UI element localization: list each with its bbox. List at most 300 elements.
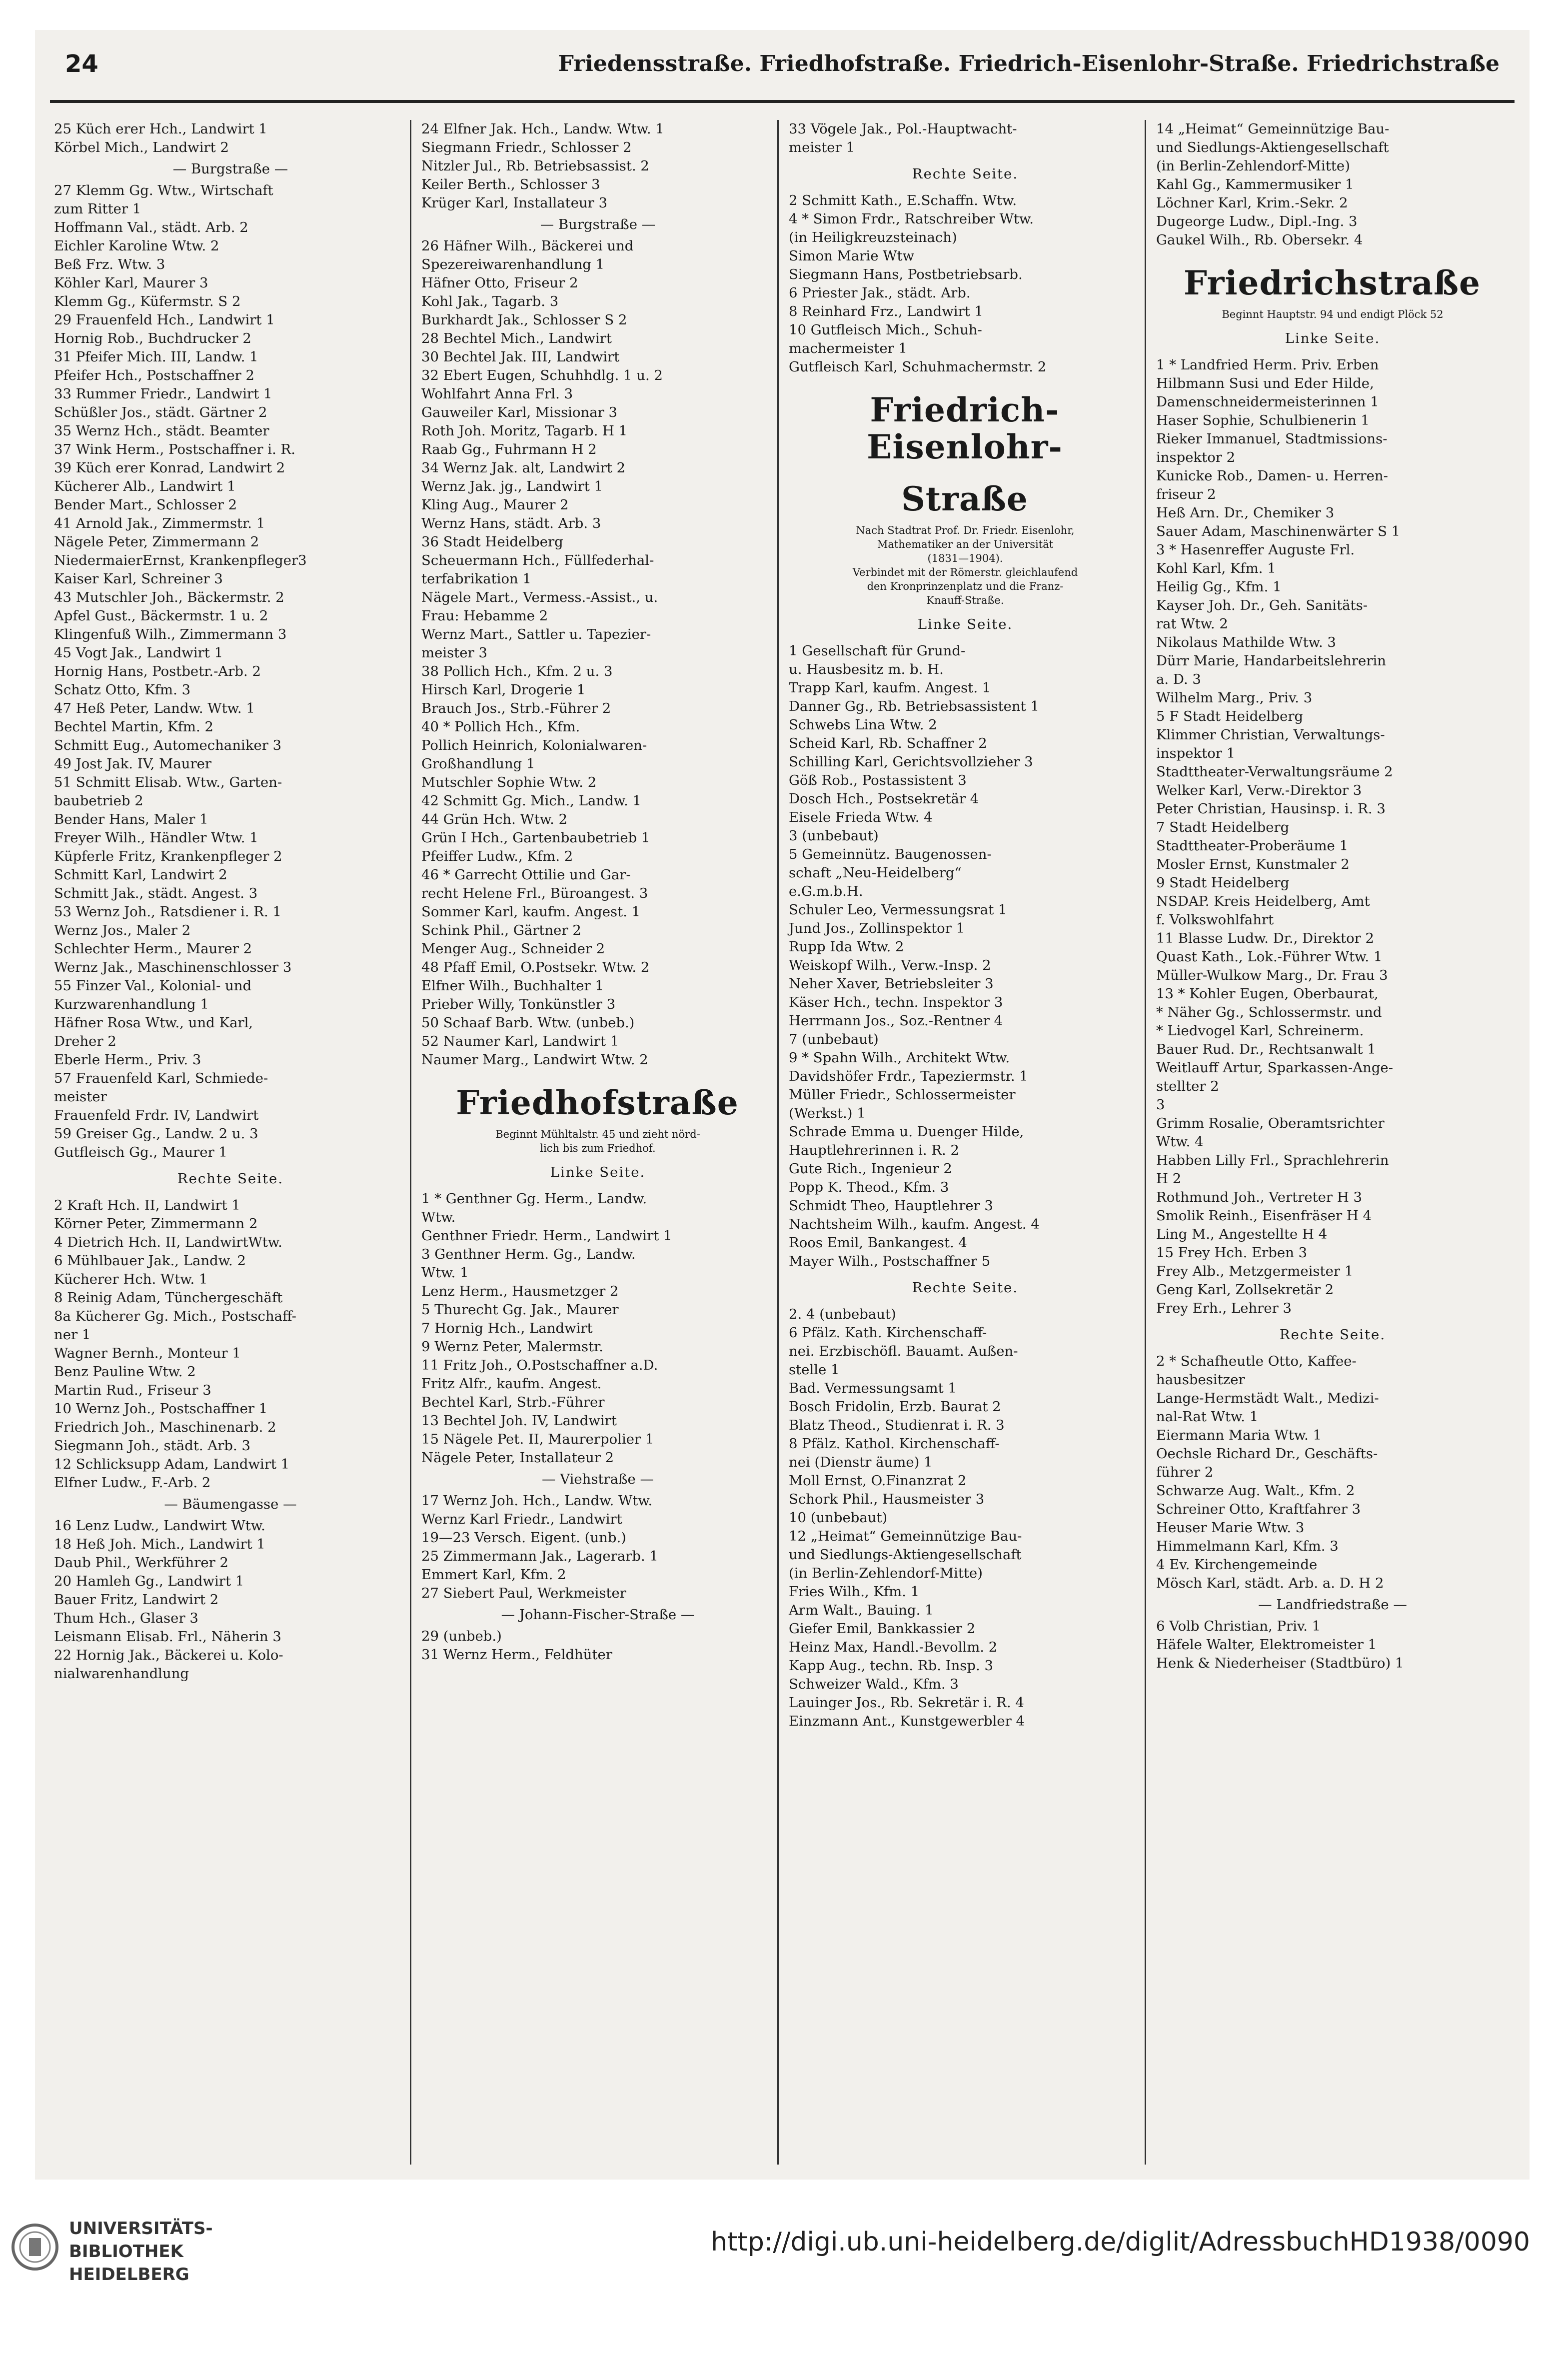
directory-entry: Rieker Immanuel, Stadtmissions- xyxy=(1156,431,1388,447)
directory-entry: rat Wtw. 2 xyxy=(1156,616,1228,632)
directory-entry: Schwarze Aug. Walt., Kfm. 2 xyxy=(1156,1483,1355,1499)
directory-entry: Arm Walt., Bauing. 1 xyxy=(789,1602,934,1618)
directory-entry: Sommer Karl, kaufm. Angest. 1 xyxy=(421,904,641,920)
directory-entry: Nikolaus Mathilde Wtw. 3 xyxy=(1156,634,1336,650)
directory-entry: baubetrieb 2 xyxy=(54,793,143,809)
street-description: Mathematiker an der Universität xyxy=(877,538,1054,550)
directory-entry: Eiermann Maria Wtw. 1 xyxy=(1156,1427,1322,1443)
directory-entry: 9 * Spahn Wilh., Architekt Wtw. xyxy=(789,1050,1010,1066)
directory-entry: 3 * Hasenreffer Auguste Frl. xyxy=(1156,542,1355,558)
directory-entry: Mosler Ernst, Kunstmaler 2 xyxy=(1156,856,1350,872)
directory-entry: Hilbmann Susi und Eder Hilde, xyxy=(1156,375,1374,391)
directory-entry: 37 Wink Herm., Postschaffner i. R. xyxy=(54,441,295,457)
directory-entry: 5 Thurecht Gg. Jak., Maurer xyxy=(421,1302,619,1318)
directory-entry: Siegmann Friedr., Schlosser 2 xyxy=(421,139,632,155)
directory-entry: 6 Pfälz. Kath. Kirchenschaff- xyxy=(789,1325,987,1341)
directory-entry: meister 3 xyxy=(421,645,487,661)
directory-entry: Göß Rob., Postassistent 3 xyxy=(789,772,967,788)
directory-entry: 53 Wernz Joh., Ratsdiener i. R. 1 xyxy=(54,904,282,920)
directory-entry: Mösch Karl, städt. Arb. a. D. H 2 xyxy=(1156,1575,1384,1591)
directory-entry: Körbel Mich., Landwirt 2 xyxy=(54,139,229,155)
directory-entry: 8 Reinig Adam, Tünchergeschäft xyxy=(54,1290,283,1306)
directory-entry: 18 Heß Joh. Mich., Landwirt 1 xyxy=(54,1536,265,1552)
directory-entry: meister 1 xyxy=(789,139,855,155)
directory-entry: Daub Phil., Werkführer 2 xyxy=(54,1555,229,1571)
directory-entry: 3 xyxy=(1156,1097,1165,1113)
directory-entry: * Näher Gg., Schlossermstr. und xyxy=(1156,1004,1382,1020)
directory-entry: 27 Siebert Paul, Werkmeister xyxy=(421,1585,626,1601)
directory-entry: Oechsle Richard Dr., Geschäfts- xyxy=(1156,1446,1378,1462)
directory-entry: 10 Gutfleisch Mich., Schuh- xyxy=(789,322,982,338)
directory-entry: und Siedlungs-Aktiengesellschaft xyxy=(1156,139,1389,155)
directory-entry: Brauch Jos., Strb.-Führer 2 xyxy=(421,700,611,716)
directory-entry: Hauptlehrerinnen i. R. 2 xyxy=(789,1142,959,1158)
running-head: Friedensstraße. Friedhofstraße. Friedrich-Eisenlohr-Straße. Friedrichstraße xyxy=(558,51,1500,76)
directory-entry: Pfeiffer Ludw., Kfm. 2 xyxy=(421,848,573,864)
directory-entry: 51 Schmitt Elisab. Wtw., Garten- xyxy=(54,774,282,790)
directory-entry: Bechtel Karl, Strb.-Führer xyxy=(421,1394,605,1410)
directory-entry: 28 Bechtel Mich., Landwirt xyxy=(421,330,612,346)
directory-entry: Frey Alb., Metzgermeister 1 xyxy=(1156,1263,1354,1279)
directory-entry: Jund Jos., Zollinspektor 1 xyxy=(789,920,965,936)
directory-entry: Ling M., Angestellte H 4 xyxy=(1156,1226,1328,1242)
street-description: lich bis zum Friedhof. xyxy=(540,1142,656,1154)
directory-entry: 25 Zimmermann Jak., Lagerarb. 1 xyxy=(421,1548,658,1564)
directory-entry: Gutfleisch Gg., Maurer 1 xyxy=(54,1144,227,1160)
logo-line: BIBLIOTHEK xyxy=(69,2242,183,2262)
directory-entry: Gutfleisch Karl, Schuhmachermstr. 2 xyxy=(789,359,1047,375)
cross-street-marker: — Johann-Fischer-Straße — xyxy=(501,1607,695,1623)
directory-entry: Hoffmann Val., städt. Arb. 2 xyxy=(54,219,248,235)
directory-entry: nialwarenhandlung xyxy=(54,1666,189,1682)
directory-column-4 xyxy=(1152,120,1512,2165)
side-label: Rechte Seite. xyxy=(177,1171,284,1187)
directory-entry: Rothmund Joh., Vertreter H 3 xyxy=(1156,1189,1363,1205)
directory-entry: 29 (unbeb.) xyxy=(421,1628,502,1644)
directory-entry: Lauinger Jos., Rb. Sekretär i. R. 4 xyxy=(789,1695,1024,1711)
directory-entry: Nägele Mart., Vermess.-Assist., u. xyxy=(421,589,658,605)
directory-entry: Prieber Willy, Tonkünstler 3 xyxy=(421,996,616,1012)
directory-entry: 1 Gesellschaft für Grund- xyxy=(789,643,966,659)
directory-entry: friseur 2 xyxy=(1156,486,1216,502)
directory-entry: u. Hausbesitz m. b. H. xyxy=(789,661,944,677)
directory-entry: 46 * Garrecht Ottilie und Gar- xyxy=(421,867,631,883)
directory-entry: a. D. 3 xyxy=(1156,671,1201,687)
directory-entry: 33 Vögele Jak., Pol.-Hauptwacht- xyxy=(789,121,1017,137)
directory-entry: Dürr Marie, Handarbeitslehrerin xyxy=(1156,653,1386,669)
directory-entry: 26 Häfner Wilh., Bäckerei und xyxy=(421,238,634,254)
side-label: Rechte Seite. xyxy=(912,1280,1019,1296)
directory-entry: Einzmann Ant., Kunstgewerbler 4 xyxy=(789,1713,1025,1729)
directory-entry: Schmitt Jak., städt. Angest. 3 xyxy=(54,885,258,901)
directory-entry: Blatz Theod., Studienrat i. R. 3 xyxy=(789,1417,1005,1433)
directory-entry: Beß Frz. Wtw. 3 xyxy=(54,256,165,272)
directory-entry: NiedermaierErnst, Krankenpfleger3 xyxy=(54,552,307,568)
directory-entry: 4 * Simon Frdr., Ratschreiber Wtw. xyxy=(789,211,1034,227)
directory-entry: Welker Karl, Verw.-Direktor 3 xyxy=(1156,782,1362,798)
directory-entry: 3 Genthner Herm. Gg., Landw. xyxy=(421,1246,636,1262)
side-label: Rechte Seite. xyxy=(1279,1327,1386,1343)
directory-entry: 32 Ebert Eugen, Schuhhdlg. 1 u. 2 xyxy=(421,367,663,383)
directory-entry: Dreher 2 xyxy=(54,1033,116,1049)
directory-entry: Kaiser Karl, Schreiner 3 xyxy=(54,571,223,587)
directory-entry: Schuler Leo, Vermessungsrat 1 xyxy=(789,902,1007,918)
directory-entry: 45 Vogt Jak., Landwirt 1 xyxy=(54,645,223,661)
directory-entry: Scheid Karl, Rb. Schaffner 2 xyxy=(789,735,987,751)
directory-column-1 xyxy=(50,120,411,2165)
directory-entry: 40 * Pollich Hch., Kfm. xyxy=(421,719,580,735)
directory-entry: 9 Stadt Heidelberg xyxy=(1156,875,1290,891)
directory-entry: Klemm Gg., Küfermstr. S 2 xyxy=(54,293,241,309)
directory-entry: Kohl Karl, Kfm. 1 xyxy=(1156,560,1276,576)
library-logo xyxy=(10,2212,270,2302)
street-heading: Friedhofstraße xyxy=(456,1083,739,1122)
directory-entry: Roos Emil, Bankangest. 4 xyxy=(789,1235,968,1251)
directory-entry: Wilhelm Marg., Priv. 3 xyxy=(1156,690,1313,706)
directory-entry: Roth Joh. Moritz, Tagarb. H 1 xyxy=(421,423,628,439)
directory-entry: Spezereiwarenhandlung 1 xyxy=(421,256,605,272)
directory-entry: Heß Arn. Dr., Chemiker 3 xyxy=(1156,505,1335,521)
directory-entry: Popp K. Theod., Kfm. 3 xyxy=(789,1179,949,1195)
directory-entry: Hirsch Karl, Drogerie 1 xyxy=(421,682,586,698)
directory-entry: Nägele Peter, Zimmermann 2 xyxy=(54,534,259,550)
side-label: Linke Seite. xyxy=(917,616,1013,632)
directory-entry: (in Heiligkreuzsteinach) xyxy=(789,229,957,245)
directory-entry: Nitzler Jul., Rb. Betriebsassist. 2 xyxy=(421,158,649,174)
directory-entry: Peter Christian, Hausinsp. i. R. 3 xyxy=(1156,801,1386,817)
directory-entry: 13 Bechtel Joh. IV, Landwirt xyxy=(421,1413,617,1429)
directory-entry: Martin Rud., Friseur 3 xyxy=(54,1382,211,1398)
directory-entry: Mayer Wilh., Postschaffner 5 xyxy=(789,1253,991,1269)
directory-entry: Lenz Herm., Hausmetzger 2 xyxy=(421,1283,619,1299)
directory-entry: Menger Aug., Schneider 2 xyxy=(421,941,605,957)
directory-entry: Danner Gg., Rb. Betriebsassistent 1 xyxy=(789,698,1039,714)
directory-entry: Klingenfuß Wilh., Zimmermann 3 xyxy=(54,626,287,642)
directory-entry: 50 Schaaf Barb. Wtw. (unbeb.) xyxy=(421,1015,635,1031)
directory-entry: Herrmann Jos., Soz.-Rentner 4 xyxy=(789,1013,1003,1029)
directory-entry: 3 (unbebaut) xyxy=(789,828,879,844)
directory-entry: 43 Mutschler Joh., Bäckermstr. 2 xyxy=(54,589,284,605)
directory-entry: Habben Lilly Frl., Sprachlehrerin xyxy=(1156,1152,1389,1168)
directory-entry: Stadttheater-Verwaltungsräume 2 xyxy=(1156,764,1393,780)
directory-entry: H 2 xyxy=(1156,1171,1182,1187)
directory-entry: Keiler Berth., Schlosser 3 xyxy=(421,176,600,192)
directory-entry: Schmidt Theo, Hauptlehrer 3 xyxy=(789,1198,993,1214)
directory-entry: Apfel Gust., Bäckermstr. 1 u. 2 xyxy=(54,608,268,624)
directory-entry: Schrade Emma u. Duenger Hilde, xyxy=(789,1124,1024,1140)
directory-entry: Grün I Hch., Gartenbaubetrieb 1 xyxy=(421,830,650,846)
directory-entry: Davidshöfer Frdr., Tapeziermstr. 1 xyxy=(789,1068,1028,1084)
directory-entry: 25 Küch erer Hch., Landwirt 1 xyxy=(54,121,267,137)
directory-entry: Kücherer Hch. Wtw. 1 xyxy=(54,1271,208,1287)
directory-entry: Simon Marie Wtw xyxy=(789,248,915,264)
directory-entry: Benz Pauline Wtw. 2 xyxy=(54,1364,196,1380)
directory-entry: schaft „Neu-Heidelberg“ xyxy=(789,865,962,881)
directory-entry: Hornig Hans, Postbetr.-Arb. 2 xyxy=(54,663,261,679)
directory-entry: 55 Finzer Val., Kolonial- und xyxy=(54,978,252,994)
source-url-link[interactable]: http://digi.ub.uni-heidelberg.de/diglit/AdressbuchHD1938/0090 xyxy=(711,2227,1530,2257)
directory-entry: Henk & Niederheiser (Stadtbüro) 1 xyxy=(1156,1655,1404,1671)
street-heading: Straße xyxy=(901,479,1028,518)
directory-entry: 11 Fritz Joh., O.Postschaffner a.D. xyxy=(421,1357,658,1373)
directory-entry: nal-Rat Wtw. 1 xyxy=(1156,1409,1259,1425)
directory-entry: machermeister 1 xyxy=(789,340,907,356)
directory-entry: 52 Naumer Karl, Landwirt 1 xyxy=(421,1033,619,1049)
directory-entry: 15 Frey Hch. Erben 3 xyxy=(1156,1245,1308,1261)
directory-entry: Wernz Jos., Maler 2 xyxy=(54,922,191,938)
directory-entry: Wohlfahrt Anna Frl. 3 xyxy=(421,386,573,402)
directory-entry: Himmelmann Karl, Kfm. 3 xyxy=(1156,1538,1339,1554)
side-label: Linke Seite. xyxy=(550,1164,646,1180)
directory-entry: Dugeorge Ludw., Dipl.-Ing. 3 xyxy=(1156,213,1358,229)
directory-entry: 4 Dietrich Hch. II, LandwirtWtw. xyxy=(54,1234,282,1250)
street-description: (1831—1904). xyxy=(927,552,1003,564)
directory-entry: f. Volkswohlfahrt xyxy=(1156,912,1274,928)
directory-entry: 31 Wernz Herm., Feldhüter xyxy=(421,1647,612,1663)
directory-entry: Häfele Walter, Elektromeister 1 xyxy=(1156,1637,1377,1653)
directory-entry: Damenschneidermeisterinnen 1 xyxy=(1156,394,1379,410)
directory-entry: Gute Rich., Ingenieur 2 xyxy=(789,1161,952,1177)
directory-entry: 59 Greiser Gg., Landw. 2 u. 3 xyxy=(54,1126,258,1142)
directory-entry: Stadttheater-Proberäume 1 xyxy=(1156,838,1349,854)
directory-entry: 1 * Landfried Herm. Priv. Erben xyxy=(1156,357,1379,373)
directory-entry: Neher Xaver, Betriebsleiter 3 xyxy=(789,976,994,992)
directory-entry: Schwebs Lina Wtw. 2 xyxy=(789,717,937,733)
directory-entry: Wernz Karl Friedr., Landwirt xyxy=(421,1511,622,1527)
directory-entry: 33 Rummer Friedr., Landwirt 1 xyxy=(54,386,272,402)
directory-entry: Raab Gg., Fuhrmann H 2 xyxy=(421,441,597,457)
directory-entry: Burkhardt Jak., Schlosser S 2 xyxy=(421,312,627,328)
directory-entry: Schreiner Otto, Kraftfahrer 3 xyxy=(1156,1501,1361,1517)
directory-entry: 13 * Kohler Eugen, Oberbaurat, xyxy=(1156,986,1379,1002)
directory-entry: Schüßler Jos., städt. Gärtner 2 xyxy=(54,404,267,420)
directory-entry: (Werkst.) 1 xyxy=(789,1105,866,1121)
directory-entry: 16 Lenz Ludw., Landwirt Wtw. xyxy=(54,1518,265,1534)
street-heading: Friedrich-Eisenlohr- xyxy=(867,390,1063,466)
directory-entry: Leismann Elisab. Frl., Näherin 3 xyxy=(54,1629,281,1645)
directory-entry: 5 Gemeinnütz. Baugenossen- xyxy=(789,846,992,862)
directory-entry: 8 Pfälz. Kathol. Kirchenschaff- xyxy=(789,1436,1000,1452)
directory-entry: Heilig Gg., Kfm. 1 xyxy=(1156,579,1282,595)
directory-entry: 2 Kraft Hch. II, Landwirt 1 xyxy=(54,1197,240,1213)
directory-entry: 44 Grün Hch. Wtw. 2 xyxy=(421,811,568,827)
directory-entry: nei (Dienstr äume) 1 xyxy=(789,1454,933,1470)
directory-entry: 27 Klemm Gg. Wtw., Wirtschaft xyxy=(54,182,273,198)
directory-column-2 xyxy=(417,120,779,2165)
directory-entry: 2. 4 (unbebaut) xyxy=(789,1306,896,1322)
directory-entry: 41 Arnold Jak., Zimmermstr. 1 xyxy=(54,515,265,531)
directory-entry: Schilling Karl, Gerichtsvollzieher 3 xyxy=(789,754,1033,770)
directory-entry: Kurzwarenhandlung 1 xyxy=(54,996,209,1012)
directory-entry: inspektor 1 xyxy=(1156,745,1236,761)
directory-entry: terfabrikation 1 xyxy=(421,571,531,587)
directory-entry: 6 Mühlbauer Jak., Landw. 2 xyxy=(54,1253,246,1269)
directory-entry: Fries Wilh., Kfm. 1 xyxy=(789,1584,920,1600)
directory-entry: Schatz Otto, Kfm. 3 xyxy=(54,682,191,698)
directory-entry: Elfner Ludw., F.-Arb. 2 xyxy=(54,1475,211,1491)
directory-entry: Rupp Ida Wtw. 2 xyxy=(789,939,904,955)
directory-entry: 9 Wernz Peter, Malermstr. xyxy=(421,1339,603,1355)
directory-entry: Bechtel Martin, Kfm. 2 xyxy=(54,719,213,735)
directory-entry: Küpferle Fritz, Krankenpfleger 2 xyxy=(54,848,282,864)
directory-entry: Weiskopf Wilh., Verw.-Insp. 2 xyxy=(789,957,991,973)
directory-entry: Kahl Gg., Kammermusiker 1 xyxy=(1156,176,1354,192)
directory-entry: 8a Kücherer Gg. Mich., Postschaff- xyxy=(54,1308,296,1324)
directory-entry: Wtw. 1 xyxy=(421,1265,469,1281)
logo-text xyxy=(69,2217,213,2286)
directory-entry: 15 Nägele Pet. II, Maurerpolier 1 xyxy=(421,1431,654,1447)
directory-entry: Bosch Fridolin, Erzb. Baurat 2 xyxy=(789,1399,1001,1415)
directory-entry: 2 * Schafheutle Otto, Kaffee- xyxy=(1156,1353,1357,1369)
directory-entry: 20 Hamleh Gg., Landwirt 1 xyxy=(54,1573,244,1589)
directory-entry: Dosch Hch., Postsekretär 4 xyxy=(789,791,979,807)
directory-entry: 4 Ev. Kirchengemeinde xyxy=(1156,1557,1318,1573)
directory-entry: Wernz Jak., Maschinenschlosser 3 xyxy=(54,959,292,975)
directory-entry: Kapp Aug., techn. Rb. Insp. 3 xyxy=(789,1658,993,1674)
directory-entry: 2 Schmitt Kath., E.Schaffn. Wtw. xyxy=(789,192,1017,208)
directory-entry: 10 Wernz Joh., Postschaffner 1 xyxy=(54,1401,268,1417)
directory-entry: Schink Phil., Gärtner 2 xyxy=(421,922,581,938)
directory-entry: Pfeifer Hch., Postschaffner 2 xyxy=(54,367,255,383)
directory-entry: Müller-Wulkow Marg., Dr. Frau 3 xyxy=(1156,967,1388,983)
directory-entry: Großhandlung 1 xyxy=(421,756,535,772)
street-description: Nach Stadtrat Prof. Dr. Friedr. Eisenlohr, xyxy=(856,524,1075,536)
directory-entry: 7 Stadt Heidelberg xyxy=(1156,819,1290,835)
side-label: Linke Seite. xyxy=(1285,330,1381,346)
directory-entry: 6 Volb Christian, Priv. 1 xyxy=(1156,1618,1321,1634)
directory-entry: 1 * Genthner Gg. Herm., Landw. xyxy=(421,1191,647,1207)
directory-entry: Häfner Otto, Friseur 2 xyxy=(421,275,578,291)
directory-entry: 12 Schlicksupp Adam, Landwirt 1 xyxy=(54,1456,290,1472)
logo-line: HEIDELBERG xyxy=(69,2265,189,2285)
directory-entry: Thum Hch., Glaser 3 xyxy=(54,1610,198,1626)
directory-entry: 19—23 Versch. Eigent. (unb.) xyxy=(421,1530,626,1546)
street-description: Beginnt Hauptstr. 94 und endigt Plöck 52 xyxy=(1222,308,1444,320)
directory-entry: 7 (unbebaut) xyxy=(789,1031,879,1047)
directory-entry: Kunicke Rob., Damen- u. Herren- xyxy=(1156,468,1388,484)
street-description: Knauff-Straße. xyxy=(926,594,1004,606)
directory-entry: Hornig Rob., Buchdrucker 2 xyxy=(54,330,251,346)
directory-entry: Pollich Heinrich, Kolonialwaren- xyxy=(421,737,647,753)
directory-entry: Smolik Reinh., Eisenfräser H 4 xyxy=(1156,1208,1372,1224)
directory-entry: Wernz Hans, städt. Arb. 3 xyxy=(421,515,601,531)
directory-entry: zum Ritter 1 xyxy=(54,201,141,217)
directory-entry: Wagner Bernh., Monteur 1 xyxy=(54,1345,241,1361)
directory-entry: (in Berlin-Zehlendorf-Mitte) xyxy=(1156,158,1350,174)
directory-entry: Scheuermann Hch., Füllfederhal- xyxy=(421,552,654,568)
directory-entry: Kücherer Alb., Landwirt 1 xyxy=(54,478,236,494)
cross-street-marker: — Viehstraße — xyxy=(542,1471,654,1487)
directory-entry: meister xyxy=(54,1089,107,1105)
directory-entry: recht Helene Frl., Büroangest. 3 xyxy=(421,885,648,901)
directory-entry: 22 Hornig Jak., Bäckerei u. Kolo- xyxy=(54,1647,283,1663)
street-heading: Friedrichstraße xyxy=(1183,263,1481,302)
directory-entry: stellter 2 xyxy=(1156,1078,1219,1094)
directory-entry: 36 Stadt Heidelberg xyxy=(421,534,563,550)
directory-entry: Bender Hans, Maler 1 xyxy=(54,811,208,827)
directory-entry: Bauer Rud. Dr., Rechtsanwalt 1 xyxy=(1156,1041,1376,1057)
directory-entry: Siegmann Hans, Postbetriebsarb. xyxy=(789,266,1023,282)
directory-entry: Fritz Alfr., kaufm. Angest. xyxy=(421,1376,602,1392)
directory-entry: 8 Reinhard Frz., Landwirt 1 xyxy=(789,303,984,319)
directory-entry: 10 (unbebaut) xyxy=(789,1510,888,1526)
directory-entry: Wernz Jak. jg., Landwirt 1 xyxy=(421,478,603,494)
cross-street-marker: — Bäumengasse — xyxy=(164,1496,297,1512)
footer-bar xyxy=(0,2185,1550,2380)
directory-entry: Eberle Herm., Priv. 3 xyxy=(54,1052,201,1068)
street-description: den Kronprinzenplatz und die Franz- xyxy=(867,580,1064,592)
directory-entry: Eichler Karoline Wtw. 2 xyxy=(54,238,219,254)
directory-entry: * Liedvogel Karl, Schreinerm. xyxy=(1156,1023,1364,1039)
directory-entry: Bad. Vermessungsamt 1 xyxy=(789,1380,957,1396)
directory-entry: e.G.m.b.H. xyxy=(789,883,863,899)
directory-entry: 12 „Heimat“ Gemeinnützige Bau- xyxy=(789,1528,1022,1544)
directory-entry: Gauweiler Karl, Missionar 3 xyxy=(421,404,618,420)
page-header xyxy=(50,45,1515,103)
directory-entry: 7 Hornig Hch., Landwirt xyxy=(421,1320,593,1336)
directory-entry: Schmitt Eug., Automechaniker 3 xyxy=(54,737,282,753)
directory-entry: Elfner Wilh., Buchhalter 1 xyxy=(421,978,604,994)
directory-entry: (in Berlin-Zehlendorf-Mitte) xyxy=(789,1565,983,1581)
directory-entry: Sauer Adam, Maschinenwärter S 1 xyxy=(1156,523,1401,539)
directory-entry: Emmert Karl, Kfm. 2 xyxy=(421,1567,566,1583)
directory-entry: Kayser Joh. Dr., Geh. Sanitäts- xyxy=(1156,597,1368,613)
directory-entry: Giefer Emil, Bankkassier 2 xyxy=(789,1621,976,1637)
directory-entry: 24 Elfner Jak. Hch., Landw. Wtw. 1 xyxy=(421,121,664,137)
directory-entry: Wtw. 4 xyxy=(1156,1134,1204,1150)
directory-entry: 5 F Stadt Heidelberg xyxy=(1156,708,1304,724)
directory-entry: Weitlauff Artur, Sparkassen-Ange- xyxy=(1156,1060,1393,1076)
street-description: Verbindet mit der Römerstr. gleichlaufend xyxy=(852,566,1078,578)
directory-entry: Haser Sophie, Schulbienerin 1 xyxy=(1156,412,1370,428)
logo-line: UNIVERSITÄTS- xyxy=(69,2219,213,2239)
directory-entry: 31 Pfeifer Mich. III, Landw. 1 xyxy=(54,349,258,365)
seal-icon xyxy=(10,2212,60,2297)
directory-entry: inspektor 2 xyxy=(1156,449,1236,465)
directory-entry: 47 Heß Peter, Landw. Wtw. 1 xyxy=(54,700,255,716)
directory-entry: Frey Erh., Lehrer 3 xyxy=(1156,1300,1292,1316)
directory-entry: Heinz Max, Handl.-Bevollm. 2 xyxy=(789,1639,998,1655)
directory-entry: Mutschler Sophie Wtw. 2 xyxy=(421,774,597,790)
scanned-page xyxy=(35,30,1530,2180)
directory-entry: Klimmer Christian, Verwaltungs- xyxy=(1156,727,1385,743)
directory-entry: führer 2 xyxy=(1156,1464,1214,1480)
directory-entry: Schork Phil., Hausmeister 3 xyxy=(789,1491,985,1507)
directory-entry: 38 Pollich Hch., Kfm. 2 u. 3 xyxy=(421,663,613,679)
directory-entry: hausbesitzer xyxy=(1156,1372,1245,1388)
directory-entry: Kohl Jak., Tagarb. 3 xyxy=(421,293,559,309)
directory-entry: Köhler Karl, Maurer 3 xyxy=(54,275,208,291)
directory-entry: Friedrich Joh., Maschinenarb. 2 xyxy=(54,1419,276,1435)
directory-entry: 30 Bechtel Jak. III, Landwirt xyxy=(421,349,620,365)
directory-entry: Gaukel Wilh., Rb. Obersekr. 4 xyxy=(1156,232,1363,248)
directory-entry: Genthner Friedr. Herm., Landwirt 1 xyxy=(421,1228,672,1244)
directory-entry: Moll Ernst, O.Finanzrat 2 xyxy=(789,1473,967,1489)
directory-entry: NSDAP. Kreis Heidelberg, Amt xyxy=(1156,893,1370,909)
directory-entry: 35 Wernz Hch., städt. Beamter xyxy=(54,423,269,439)
side-label: Rechte Seite. xyxy=(912,166,1019,182)
directory-entry: 49 Jost Jak. IV, Maurer xyxy=(54,756,212,772)
directory-entry: und Siedlungs-Aktiengesellschaft xyxy=(789,1547,1022,1563)
directory-entry: Siegmann Joh., städt. Arb. 3 xyxy=(54,1438,250,1454)
directory-entry: 39 Küch erer Konrad, Landwirt 2 xyxy=(54,460,285,476)
directory-entry: Löchner Karl, Krim.-Sekr. 2 xyxy=(1156,195,1348,211)
directory-entry: Wernz Mart., Sattler u. Tapezier- xyxy=(421,626,651,642)
directory-entry: Quast Kath., Lok.-Führer Wtw. 1 xyxy=(1156,949,1383,965)
directory-entry: 48 Pfaff Emil, O.Postsekr. Wtw. 2 xyxy=(421,959,650,975)
directory-entry: Müller Friedr., Schlossermeister xyxy=(789,1087,1016,1103)
directory-entry: ner 1 xyxy=(54,1327,91,1343)
